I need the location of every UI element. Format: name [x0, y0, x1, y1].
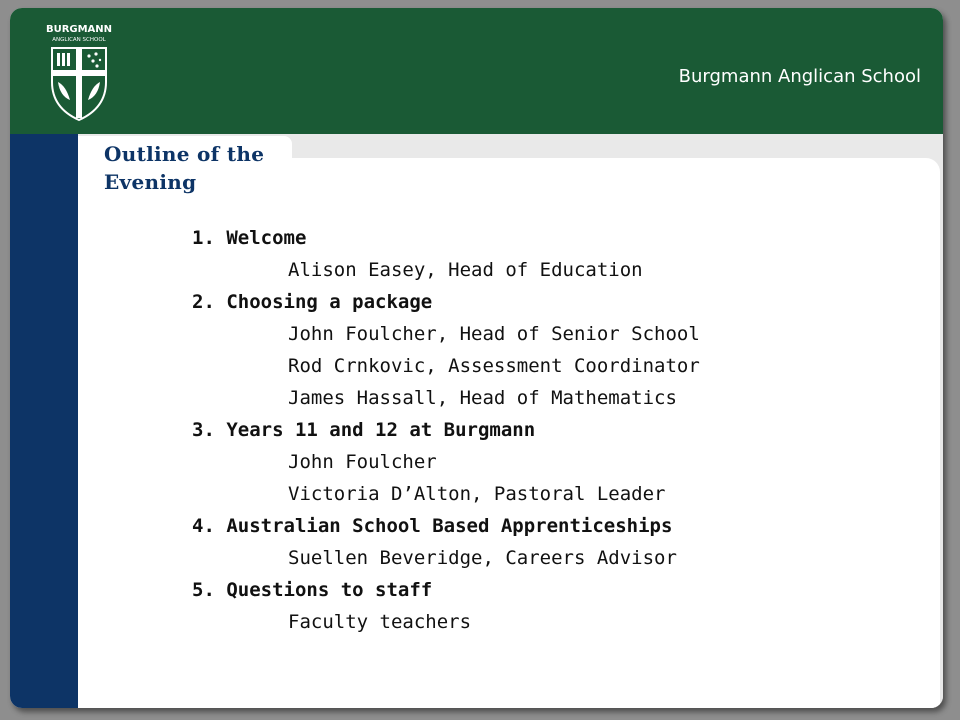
agenda-speaker: Victoria D’Alton, Pastoral Leader [288, 483, 666, 505]
agenda-item [192, 286, 912, 414]
agenda-heading: 5. Questions to staff [192, 579, 433, 601]
agenda-speaker: John Foulcher [288, 451, 437, 473]
header-bar [10, 8, 943, 134]
agenda-heading: 2. Choosing a package [192, 291, 433, 313]
svg-text:ANGLICAN SCHOOL: ANGLICAN SCHOOL [52, 37, 106, 43]
school-name: Burgmann Anglican School [678, 66, 921, 87]
agenda-speaker: Faculty teachers [288, 611, 472, 633]
burgmann-crest-logo [44, 20, 114, 126]
left-accent-bar [10, 134, 78, 708]
agenda-item [192, 414, 912, 510]
agenda-list [192, 222, 912, 638]
svg-text:BURGMANN: BURGMANN [45, 24, 113, 35]
agenda-heading: 4. Australian School Based Apprenticeships [192, 515, 673, 537]
agenda-item [192, 574, 912, 638]
agenda-speaker: Suellen Beveridge, Careers Advisor [288, 547, 677, 569]
slide-title [104, 140, 294, 196]
agenda-item [192, 510, 912, 574]
agenda-heading: 1. Welcome [192, 227, 307, 249]
agenda-heading: 3. Years 11 and 12 at Burgmann [192, 419, 536, 441]
agenda-speaker: Alison Easey, Head of Education [288, 259, 643, 281]
agenda-speaker: James Hassall, Head of Mathematics [288, 387, 677, 409]
agenda-speaker: John Foulcher, Head of Senior School [288, 323, 700, 345]
agenda-speaker: Rod Crnkovic, Assessment Coordinator [288, 355, 700, 377]
agenda-item [192, 222, 912, 286]
slide-title-line2: Evening [104, 170, 197, 194]
slide-title-line1: Outline of the [104, 142, 265, 166]
